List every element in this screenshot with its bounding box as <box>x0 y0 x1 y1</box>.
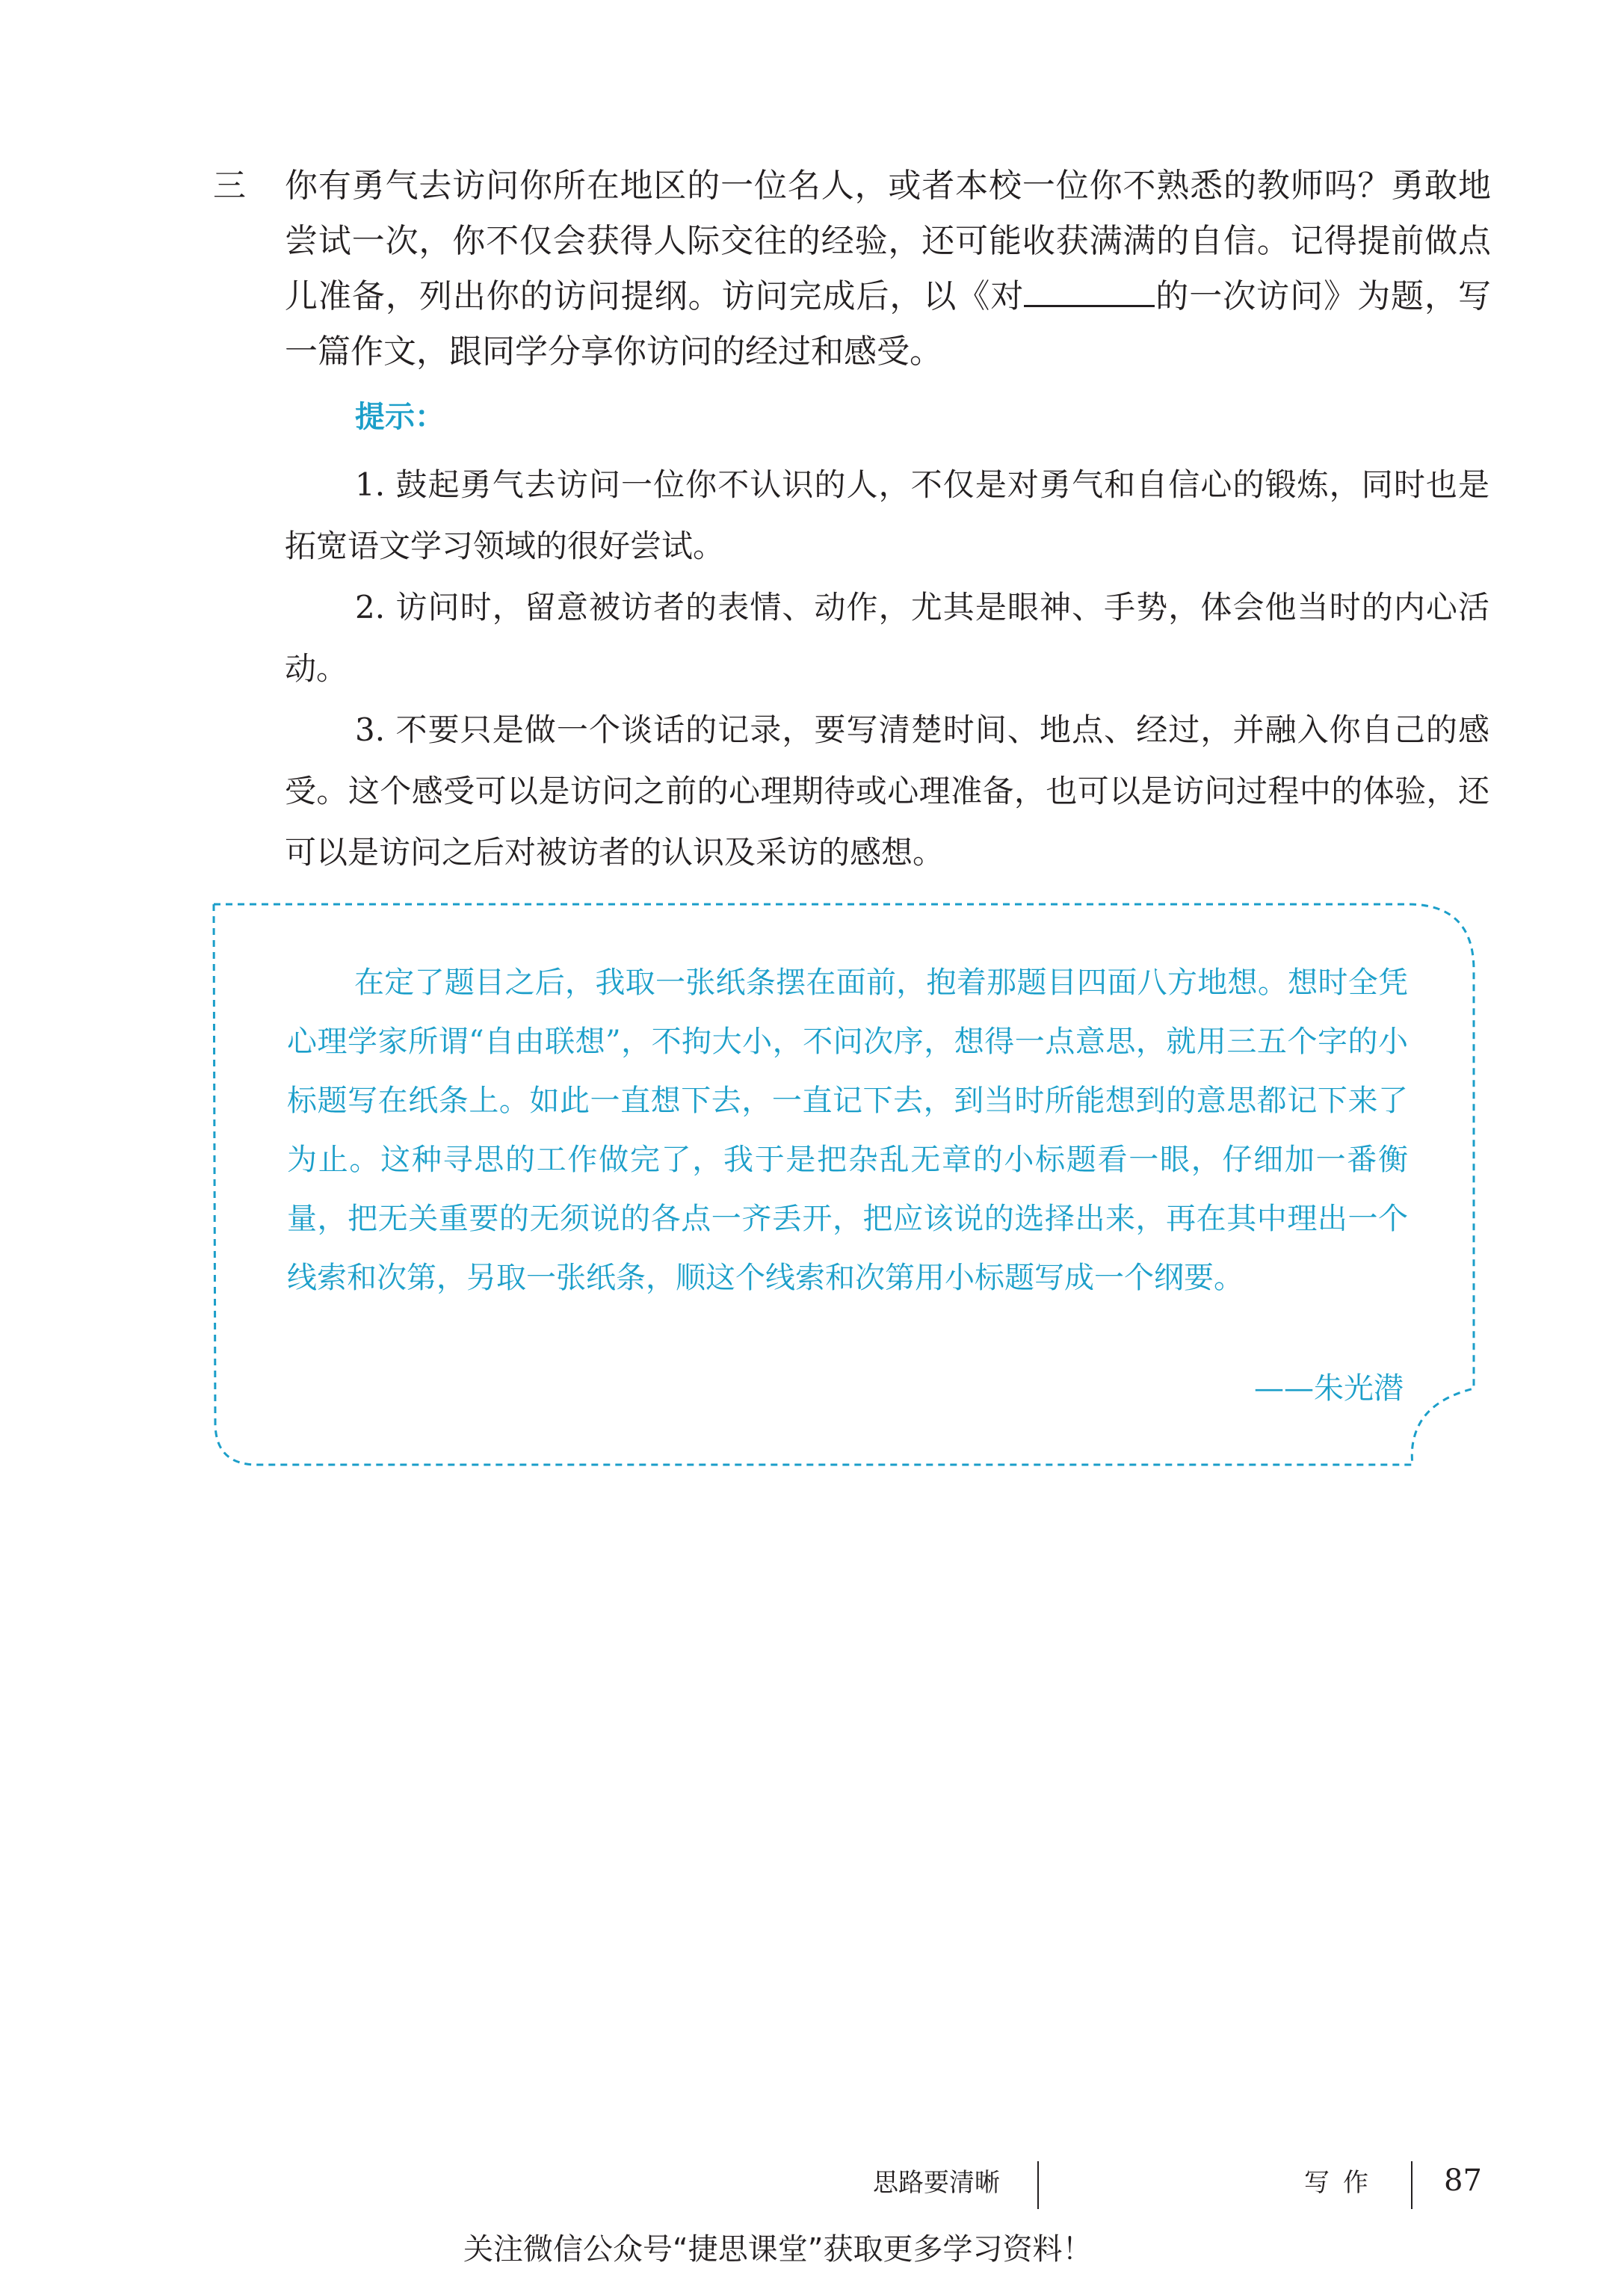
quote-author: ——朱光潜 <box>1254 1371 1404 1406</box>
hints-list <box>285 454 1489 883</box>
page-number: 87 <box>1444 2163 1482 2198</box>
footer-section-title: 写作 <box>1304 2168 1382 2198</box>
title-blank <box>1024 278 1155 307</box>
task-text <box>285 158 1491 380</box>
task-text-part2: 的一次访问》为题，写一篇作文，跟同学分享你访问的经过和感受。 <box>285 277 1491 371</box>
writing-task <box>213 158 1491 380</box>
quote-text: 在定了题目之后，我取一张纸条摆在面前，抱着那题目四面八方地想。想时全凭心理学家所谓“自由联想”，不拘大小，不问次序，想得一点意思，就用三五个字的小标题写在纸条上。如此一直想下去，一直记下去，到当时所能想到的意思都记下来了为止。这种寻思的工作做完了，我于是把杂乱无章的小标题看一眼，仔细加一番衡量，把无关重要的无须说的各点一齐丢开，把应该说的选择出来，再在其中理出一个线索和次第，另取一张纸条，顺这个线索和次第用小标题写成一个纲要。 <box>287 966 1408 1295</box>
hint-item-1: 1. 鼓起勇气去访问一位你不认识的人，不仅是对勇气和自信心的锻炼，同时也是拓宽语文学习领域的很好尝试。 <box>285 466 1489 564</box>
footer-chapter-title: 思路要清晰 <box>873 2168 1000 2198</box>
task-text-part1: 你有勇气去访问你所在地区的一位名人，或者本校一位你不熟悉的教师吗？勇敢地尝试一次，你不仅会获得人际交往的经验，还可能收获满满的自信。记得提前做点儿准备，列出你的访问提纲。访问完成后，以《对 <box>285 167 1491 315</box>
watermark-text: 关注微信公众号“捷思课堂”获取更多学习资料！ <box>463 2232 1093 2267</box>
task-number: 三 <box>213 167 246 205</box>
hints-title: 提示： <box>355 400 445 434</box>
hint-item-3: 3. 不要只是做一个谈话的记录，要写清楚时间、地点、经过，并融入你自己的感受。这个感受可以是访问之前的心理期待或心理准备，也可以是访问过程中的体验，还可以是访问之后对被访者的认识及采访的感想。 <box>285 711 1489 871</box>
footer-divider <box>1037 2161 1039 2209</box>
quote-box <box>212 903 1484 1471</box>
footer-divider <box>1411 2161 1412 2209</box>
hint-item-2: 2. 访问时，留意被访者的表情、动作，尤其是眼神、手势，体会他当时的内心活动。 <box>285 589 1489 687</box>
